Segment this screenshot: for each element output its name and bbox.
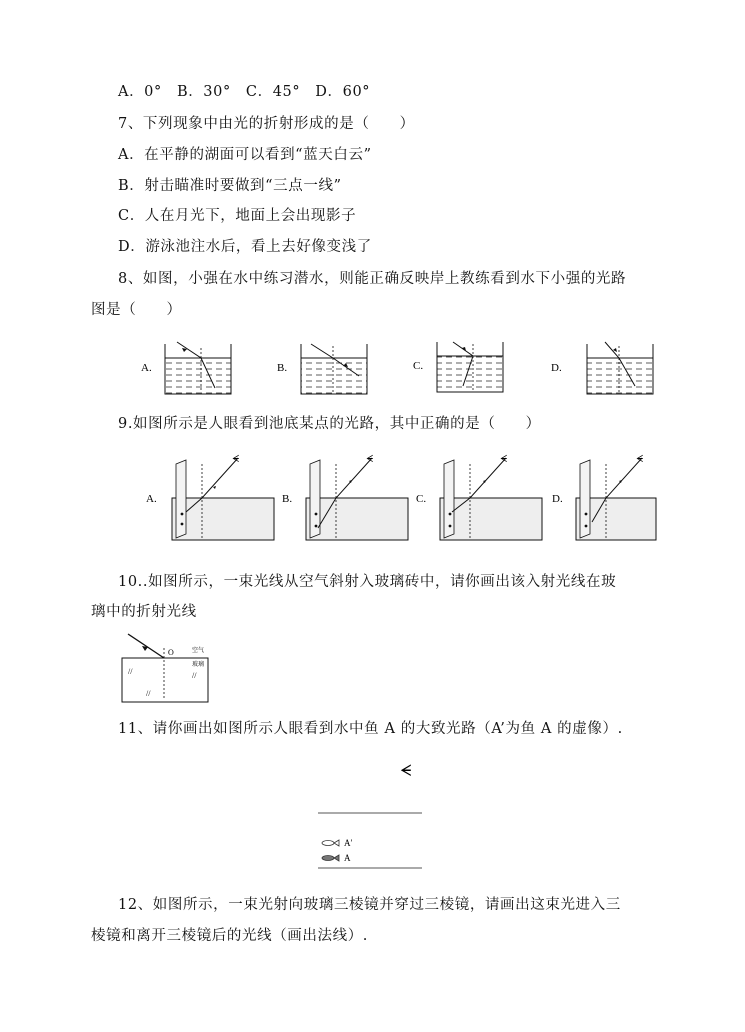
q8-option-d-diagram [551,342,653,394]
q9-label-c: C. [416,493,427,505]
q8-label-b: B. [277,362,288,374]
q11-figure [316,758,426,870]
q11-fish-label: A [344,853,351,863]
q8-option-c-diagram [413,342,503,392]
eye-icon: ᗕ [232,454,240,465]
glass-hatch: // [192,671,197,680]
q8-figure [135,336,655,398]
q10-point-o: O [168,648,174,657]
q8-option-b-diagram [277,344,367,394]
q9-stem: 9.如图所示是人眼看到池底某点的光路，其中正确的是（ ） [118,416,541,432]
q9-option-d-diagram [552,454,656,540]
q10-glass-label: 玻璃 [192,662,205,668]
q11-stem: 11、请你画出如图所示人眼看到水中鱼 A 的大致光路（A’为鱼 A 的虚像）. [118,721,623,737]
q8-label-d: D. [551,362,562,374]
q9-figure [140,450,660,548]
q7-stem: 7、下列现象中由光的折射形成的是（ ） [118,116,415,132]
q11-image-label: A′ [344,838,353,848]
q9-label-b: B. [282,493,293,505]
q9-option-a-diagram [146,454,274,540]
q12-stem-line2: 棱镜和离开三棱镜后的光线（画出法线）. [91,928,369,944]
q10-air-label: 空气 [192,648,205,654]
q7-option-b: B．射击瞄准时要做到“三点一线” [118,178,342,194]
eye-icon: ᗕ [500,454,508,465]
fish-image-icon [322,840,339,846]
q7-option-a: A．在平静的湖面可以看到“蓝天白云” [118,147,372,163]
q9-label-a: A. [146,493,157,505]
fish-icon [322,855,339,861]
eye-icon: ᗕ [366,454,374,465]
q9-label-d: D. [552,493,563,505]
q8-stem-line2: 图是（ ） [91,302,182,318]
q8-label-c: C. [413,360,424,372]
q8-label-a: A. [141,362,152,374]
eye-icon: ᗕ [400,763,412,780]
q9-option-b-diagram [282,454,408,540]
q7-option-d: D．游泳池注水后，看上去好像变浅了 [118,239,372,255]
q7-option-c: C．人在月光下，地面上会出现影子 [118,208,357,224]
q6-options: A．0° B．30° C．45° D．60° [118,84,371,100]
glass-hatch: // [146,689,151,698]
q12-stem-line1: 12、如图所示，一束光射向玻璃三棱镜并穿过三棱镜，请画出这束光进入三 [118,897,621,913]
eye-icon: ᗕ [636,454,644,465]
q10-figure [118,630,218,706]
q8-stem-line1: 8、如图，小强在水中练习潜水，则能正确反映岸上教练看到水下小强的光路 [118,271,627,287]
q10-stem-line1: 10..如图所示，一束光线从空气斜射入玻璃砖中，请你画出该入射光线在玻 [118,574,617,590]
q9-option-c-diagram [416,454,542,540]
q8-option-a-diagram [141,342,231,394]
q10-stem-line2: 璃中的折射光线 [91,604,197,620]
glass-hatch: // [128,667,133,676]
